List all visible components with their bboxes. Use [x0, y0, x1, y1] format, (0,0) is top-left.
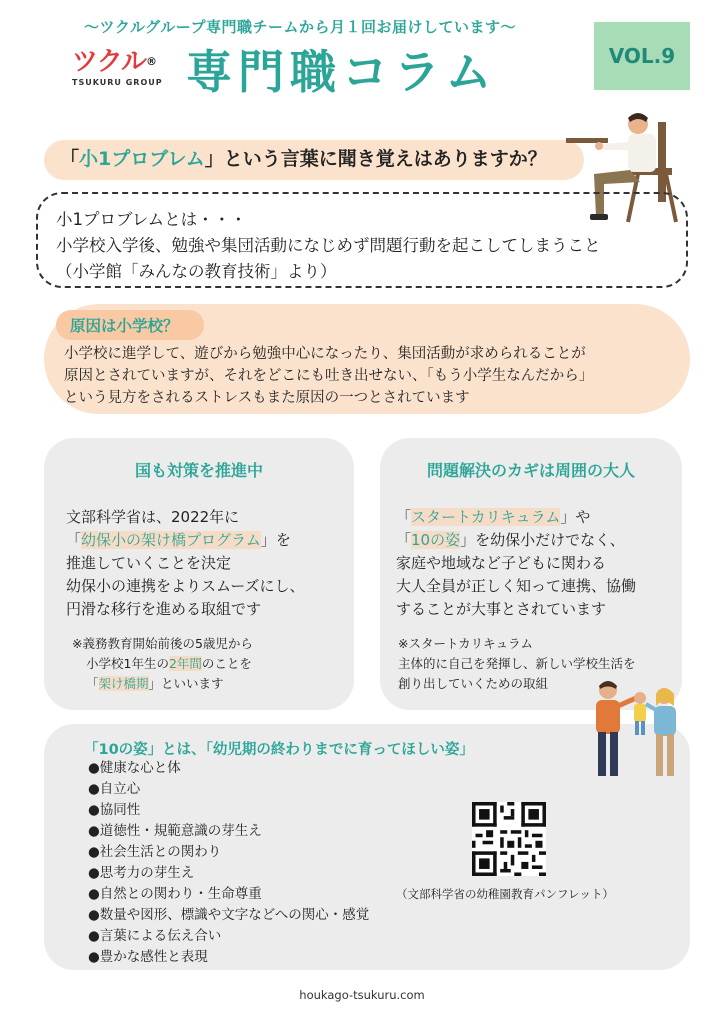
registered-mark: ® — [145, 55, 156, 68]
family-illustration — [578, 676, 690, 786]
list-item: ●社会生活との関わり — [88, 844, 222, 860]
cause-line-2: 原因とされていますが、それをどこにも吐き出せない、「もう小学生なんだから」 — [64, 368, 594, 384]
logo-text: ツクル — [72, 47, 146, 77]
policy-card-body: 文部科学省は、2022年に 「幼保小の架け橋プログラム」を 推進していくことを決定 幼保小の連携をよりスムーズにし、 円滑な移行を進める取組です — [66, 508, 305, 618]
adults-card-note: ※スタートカリキュラム 主体的に自己を発揮し、新しい学校生活を 創り出していくための取組 — [398, 636, 636, 691]
tsukuru-logo — [72, 48, 184, 98]
footer-url[interactable]: houkago-tsukuru.com — [299, 988, 425, 1002]
list-item: ●数量や図形、標識や文字などへの関心・感覚 — [88, 907, 370, 923]
qr-code-icon[interactable] — [472, 802, 546, 876]
cause-title: 原因は小学校？ — [70, 317, 179, 335]
policy-card-note: ※義務教育開始前後の5歳児から 小学校1年生の2年間のことを 「架け橋期」といいます — [72, 636, 253, 691]
list-item: ●豊かな感性と表現 — [88, 949, 208, 965]
qr-caption: （文部科学省の幼稚園教育パンフレット） — [396, 887, 614, 901]
list-item: ●自立心 — [88, 781, 141, 797]
list-item: ●道徳性・規範意識の芽生え — [88, 823, 262, 839]
definition-heading: 小1プロブレムとは・・・ — [56, 210, 247, 229]
list-item: ●健康な心と体 — [88, 760, 181, 776]
adults-card-title: 問題解決のカギは周囲の大人 — [426, 461, 635, 480]
ten-figures-highlight: 10の姿 — [411, 531, 461, 549]
ten-figures-list — [88, 758, 369, 968]
tagline: 〜ツクルグループ専門職チームから月１回お届けしています〜 — [84, 18, 516, 36]
cause-line-3: という見方をされるストレスもまた原因の一つとされています — [64, 390, 470, 406]
definition-body: 小学校入学後、勉強や集団活動になじめず問題行動を起こしてしまうこと — [56, 236, 601, 255]
question-text: 「小1プロブレム」という言葉に聞き覚えはありますか？ — [60, 148, 547, 170]
volume-badge: VOL.9 — [594, 22, 690, 90]
bridge-period-highlight: 架け橋期 — [98, 676, 149, 691]
cause-line-1: 小学校に進学して、遊びから勉強中心になったり、集団活動が求められることが — [64, 346, 586, 362]
question-highlight: 小1プロブレム — [79, 148, 205, 170]
list-item: ●協同性 — [88, 802, 141, 818]
page-title: 専門職コラム — [186, 45, 498, 99]
list-item: ●思考力の芽生え — [88, 865, 195, 881]
start-curriculum-highlight: スタートカリキュラム — [411, 508, 561, 526]
ten-figures-title: 「10の姿」とは、「幼児期の終わりまでに育ってほしい姿」 — [84, 742, 474, 758]
list-item: ●自然との関わり・生命尊重 — [88, 886, 262, 902]
logo-subtitle: TSUKURU GROUP — [72, 78, 163, 87]
adults-card-body: 「スタートカリキュラム」や 「10の姿」を幼保小だけでなく、 家庭や地域など子どもに関わる 大人全員が正しく知って連携、協働 することが大事とされています — [396, 508, 637, 618]
list-item: ●言葉による伝え合い — [88, 928, 222, 944]
definition-source: （小学館「みんなの教育技術」より） — [56, 262, 337, 281]
bridge-program-highlight: 幼保小の架け橋プログラム — [81, 531, 261, 549]
policy-card-title: 国も対策を推進中 — [134, 461, 263, 480]
two-years-highlight: 2年間 — [168, 656, 202, 671]
